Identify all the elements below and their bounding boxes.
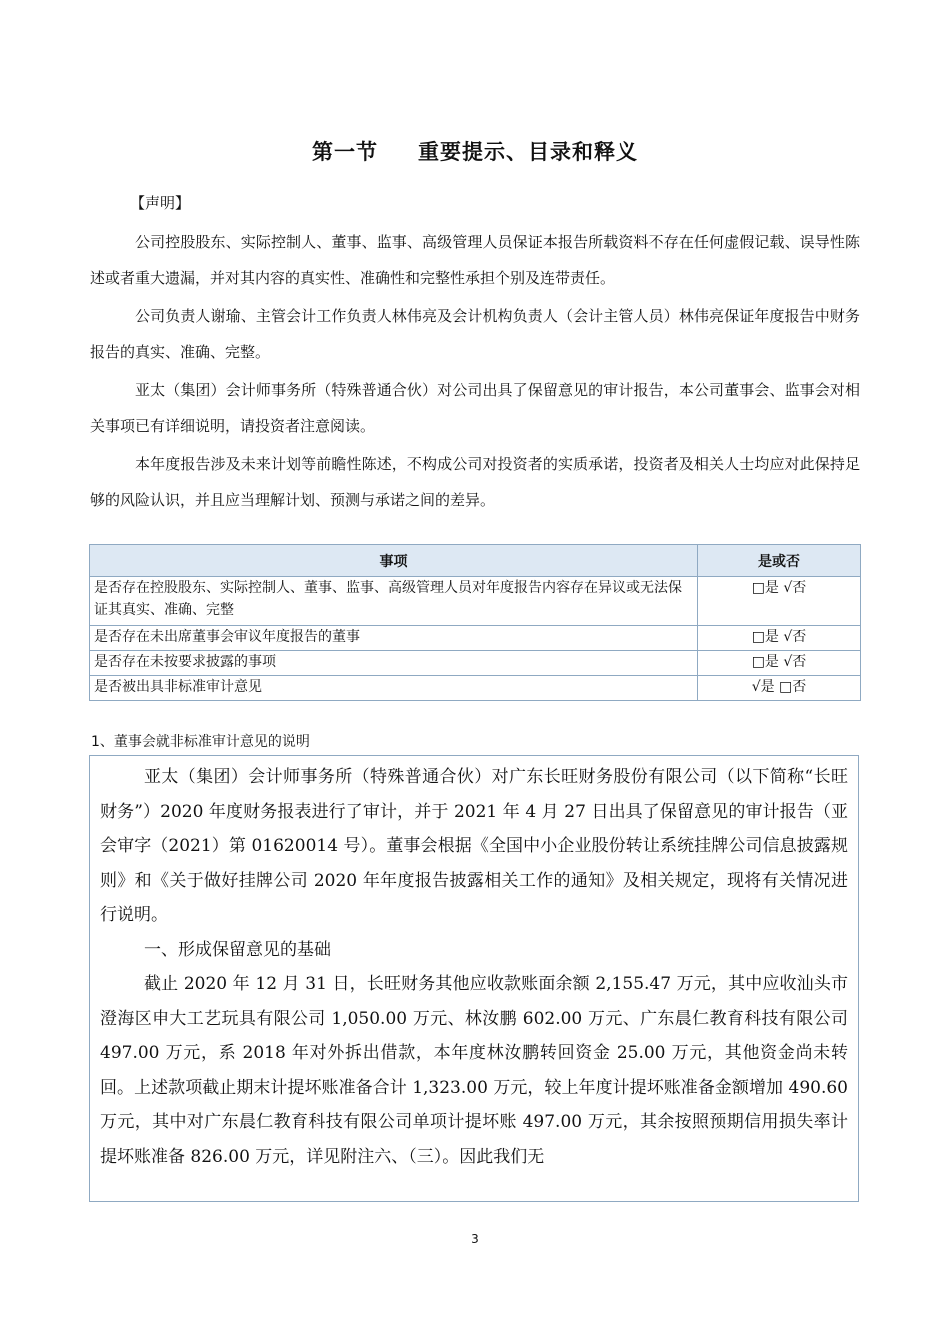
header-yes-no: 是或否 — [698, 545, 861, 577]
note-paragraph-1: 亚太（集团）会计师事务所（特殊普通合伙）对广东长旺财务股份有限公司（以下简称“长旺财务”）2020 年度财务报表进行了审计，并于 2021 年 4 月 27 日出具了保留意见的审计报告（亚会审字（2021）第 01620014 号）。董事会根据《全国中小企业股份转让系统挂牌公司信息披露规则》和《关于做好挂牌公司 2020 年年度报告披露相关工作的通知》及相关规定，现将有关情况进行说明。 — [100, 767, 848, 925]
table-row — [90, 651, 861, 676]
note-heading: 1、董事会就非标准审计意见的说明 — [91, 734, 310, 750]
row-item: 是否存在控股股东、实际控制人、董事、监事、高级管理人员对年度报告内容存在异议或无法保证其真实、准确、完整 — [90, 577, 698, 626]
section-title — [0, 136, 950, 166]
note-box — [89, 755, 859, 1202]
section-name: 重要提示、目录和释义 — [418, 140, 638, 164]
table-row — [90, 577, 861, 626]
row-answer: □是 √否 — [698, 651, 861, 676]
table-header-row — [90, 545, 861, 577]
statement-paragraph-2: 公司负责人谢瑜、主管会计工作负责人林伟亮及会计机构负责人（会计主管人员）林伟亮保证年度报告中财务报告的真实、准确、完整。 — [90, 307, 860, 361]
section-number: 第一节 — [312, 140, 378, 164]
row-item: 是否被出具非标准审计意见 — [90, 676, 698, 701]
row-answer: □是 √否 — [698, 626, 861, 651]
note-subheading: 一、形成保留意见的基础 — [144, 939, 331, 960]
row-answer: √是 □否 — [698, 676, 861, 701]
statement-label: 【声明】 — [130, 194, 191, 212]
statement-paragraph-1: 公司控股股东、实际控制人、董事、监事、高级管理人员保证本报告所载资料不存在任何虚假记载、误导性陈述或者重大遗漏，并对其内容的真实性、准确性和完整性承担个别及连带责任。 — [90, 233, 860, 287]
note-paragraph-2: 截止 2020 年 12 月 31 日，长旺财务其他应收款账面余额 2,155.47 万元，其中应收汕头市澄海区申大工艺玩具有限公司 1,050.00 万元、林汝鹏 602.00 万元、广东晨仁教育科技有限公司 497.00 万元，系 2018 年对外拆出借款，本年度林汝鹏转回资金 25.00 万元，其他资金尚未转回。上述款项截止期末计提坏账准备合计 1,323.00 万元，较上年度计提坏账准备金额增加 490.60 万元，其中对广东晨仁教育科技有限公司单项计提坏账 497.00 万元，其余按照预期信用损失率计提坏账准备 826.00 万元，详见附注六、（三）。因此我们无 — [100, 974, 848, 1167]
table-row — [90, 626, 861, 651]
row-item: 是否存在未出席董事会审议年度报告的董事 — [90, 626, 698, 651]
statement-paragraph-3: 亚太（集团）会计师事务所（特殊普通合伙）对公司出具了保留意见的审计报告，本公司董事会、监事会对相关事项已有详细说明，请投资者注意阅读。 — [90, 381, 860, 435]
row-answer: □是 √否 — [698, 577, 861, 626]
page-number: 3 — [471, 1232, 479, 1246]
header-item: 事项 — [90, 545, 698, 577]
table-row — [90, 676, 861, 701]
disclosure-table — [89, 544, 861, 701]
statement-paragraph-4: 本年度报告涉及未来计划等前瞻性陈述，不构成公司对投资者的实质承诺，投资者及相关人士均应对此保持足够的风险认识，并且应当理解计划、预测与承诺之间的差异。 — [90, 455, 860, 509]
row-item: 是否存在未按要求披露的事项 — [90, 651, 698, 676]
